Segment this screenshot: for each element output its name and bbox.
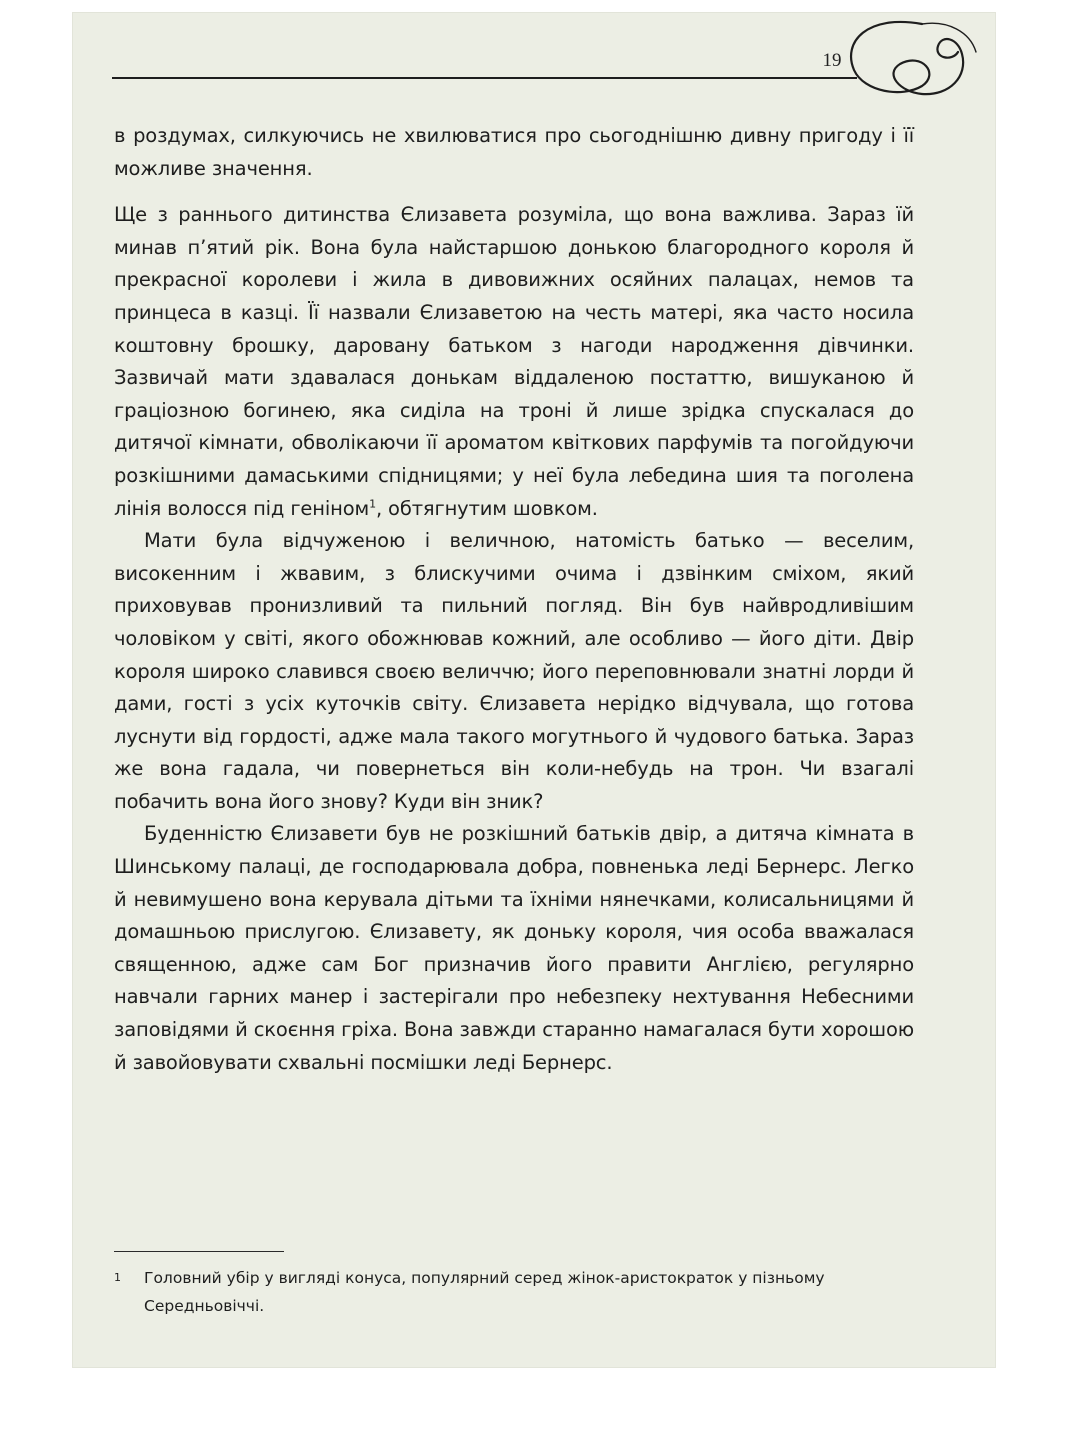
paragraph — [114, 818, 914, 1079]
footnote — [114, 1264, 919, 1320]
footnote-text: Головний убір у вигляді конуса, популярний серед жінок-аристократок у пізньому Середньовіччі. — [144, 1269, 825, 1315]
page-number: 19 — [822, 50, 842, 71]
footnote-reference[interactable]: 1 — [369, 497, 376, 511]
paragraph-text: Ще з раннього дитинства Єлизавета розуміла, що вона важлива. Зараз їй минав п’ятий рік. Вона була найстаршою донькою благородного короля й прекрасної королеви і жила в дивовижних осяйних палацах, немов та принцеса в казці. Її назвали Єлизаветою на честь матері, яка часто носила коштовну брошку, даровану батьком з нагоди народження дівчинки. Зазвичай мати здавалася донькам віддаленою постаттю, вишуканою й граціозною богинею, яка сиділа на троні й лише зрідка спускалася до дитячої кімнати, обволікаючи її ароматом квіткових парфумів та погойдуючи розкішними дамаськими спідницями; у неї була лебедина шия та поголена лінія волосся під геніном — [114, 203, 914, 520]
paragraph — [114, 120, 914, 185]
body-text — [114, 120, 914, 1079]
paragraph-text: Буденністю Єлизавети був не розкішний батьків двір, а дитяча кімната в Шинському палаці, де господарювала добра, повненька леді Бернерс. Легко й невимушено вона керувала дітьми та їхніми нянечками, колисальницями й домашньою прислугою. Єлизавету, як доньку короля, чия особа вважалася священною, адже сам Бог призначив його правити Англією, регулярно навчали гарних манер і застерігали про небезпеку нехтування Небесними заповідями й скоєння гріха. Вона завжди старанно намагалася бути хорошою й завойовувати схвальні посмішки леді Бернерс. — [114, 822, 914, 1074]
header-rule — [112, 77, 857, 79]
paragraph — [114, 525, 914, 818]
footnote-mark: 1 — [114, 1271, 121, 1284]
flourish-ornament-icon — [772, 12, 984, 116]
footnote-rule — [114, 1251, 284, 1252]
paragraph — [114, 199, 914, 525]
paragraph-text: , обтягнутим шовком. — [375, 496, 598, 520]
paragraph-text: в роздумах, силкуючись не хвилюватися про сьогоднішню дивну пригоду і її можливе значення. — [114, 124, 914, 180]
paragraph-text: Мати була відчуженою і величною, натомість батько — веселим, високенним і жвавим, з блискучими очима і дзвінким сміхом, який приховував пронизливий та пильний погляд. Він був найвродливішим чоловіком у світі, якого обожнював кожний, але особливо — його діти. Двір короля широко славився своєю величчю; його переповнювали знатні лорди й дами, гості з усіх куточків світу. Єлизавета нерідко відчувала, що готова луснути від гордості, адже мала такого могутнього й чудового батька. Зараз же вона гадала, чи повернеться він коли-небудь на трон. Чи взагалі побачить вона його знову? Куди він зник? — [114, 529, 914, 813]
book-page — [72, 12, 996, 1368]
